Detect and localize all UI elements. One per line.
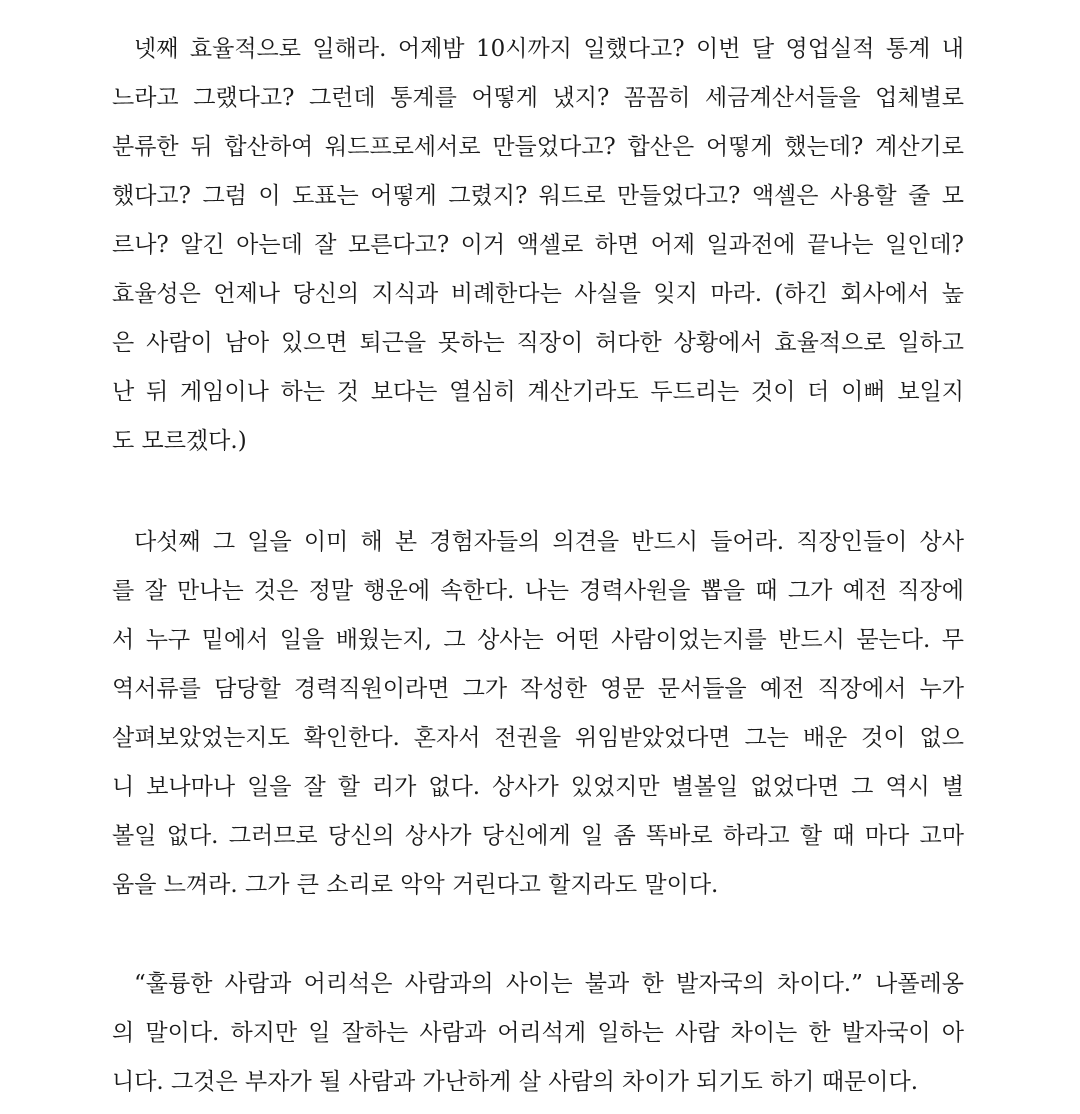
paragraph-line: 효율성은 언제나 당신의 지식과 비례한다는 사실을 잊지 마라. (하긴 회사에서 높 — [112, 281, 964, 307]
paragraph-line: 난 뒤 게임이나 하는 것 보다는 열심히 계산기라도 두드리는 것이 더 이뻐 보일지 — [112, 379, 964, 405]
paragraph-line: 르나? 알긴 아는데 잘 모른다고? 이거 액셀로 하면 어제 일과전에 끝나는 일인데? — [112, 232, 964, 258]
paragraph-line: 서 누구 밑에서 일을 배웠는지, 그 상사는 어떤 사람이었는지를 반드시 묻는다. 무 — [112, 627, 964, 653]
paragraph-line: 했다고? 그럼 이 도표는 어떻게 그렸지? 워드로 만들었다고? 액셀은 사용할 줄 모 — [112, 183, 964, 209]
paragraph-line: 살펴보았었는지도 확인한다. 혼자서 전권을 위임받았었다면 그는 배운 것이 없으 — [112, 725, 964, 751]
paragraph-line: 를 잘 만나는 것은 정말 행운에 속한다. 나는 경력사원을 뽑을 때 그가 예전 직장에 — [112, 578, 964, 604]
paragraph-line: 움을 느껴라. 그가 큰 소리로 악악 거린다고 할지라도 말이다. — [112, 872, 719, 898]
paragraph-fourth-efficiency — [112, 25, 964, 466]
paragraph-line: 느라고 그랬다고? 그런데 통계를 어떻게 냈지? 꼼꼼히 세금계산서들을 업체별로 — [112, 85, 964, 111]
paragraph-fifth-experience — [112, 518, 964, 910]
paragraph-line: 의 말이다. 하지만 일 잘하는 사람과 어리석게 일하는 사람 차이는 한 발자국이 아 — [112, 1020, 964, 1046]
paragraph-line: “훌륭한 사람과 어리석은 사람과의 사이는 불과 한 발자국의 차이다.” 나폴레옹 — [134, 971, 964, 997]
paragraph-line: 도 모르겠다.) — [112, 428, 247, 454]
paragraph-line: 분류한 뒤 합산하여 워드프로세서로 만들었다고? 합산은 어떻게 했는데? 계산기로 — [112, 134, 964, 160]
paragraph-line: 역서류를 담당할 경력직원이라면 그가 작성한 영문 문서들을 예전 직장에서 누가 — [112, 676, 964, 702]
paragraph-line: 다섯째 그 일을 이미 해 본 경험자들의 의견을 반드시 들어라. 직장인들이 상사 — [134, 529, 964, 555]
paragraph-line: 볼일 없다. 그러므로 당신의 상사가 당신에게 일 좀 똑바로 하라고 할 때 마다 고마 — [112, 823, 964, 849]
paragraph-napoleon-quote — [112, 960, 964, 1107]
paragraph-line: 니다. 그것은 부자가 될 사람과 가난하게 살 사람의 차이가 되기도 하기 때문이다. — [112, 1069, 919, 1095]
paragraph-line: 넷째 효율적으로 일해라. 어제밤 10시까지 일했다고? 이번 달 영업실적 통계 내 — [134, 36, 964, 62]
paragraph-line: 니 보나마나 일을 잘 할 리가 없다. 상사가 있었지만 별볼일 없었다면 그 역시 별 — [112, 774, 964, 800]
paragraph-line: 은 사람이 남아 있으면 퇴근을 못하는 직장이 허다한 상황에서 효율적으로 일하고 — [112, 330, 964, 356]
